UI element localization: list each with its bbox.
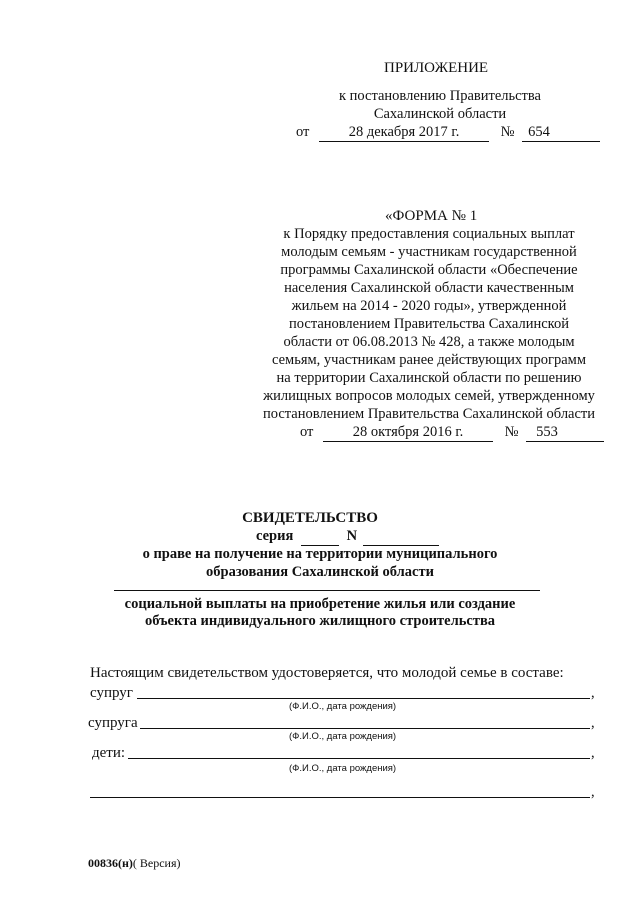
husband-hint: (Ф.И.О., дата рождения): [289, 701, 397, 712]
form-date-prefix: от: [300, 424, 314, 440]
municipality-blank-line[interactable]: [114, 590, 540, 591]
appendix-number: 654: [522, 124, 600, 142]
children-field[interactable]: [128, 758, 590, 759]
appendix-date-prefix: от: [296, 124, 310, 140]
form-line: молодым семьям - участникам государственной: [281, 244, 577, 260]
wife-comma: ,: [591, 715, 595, 731]
footer-code: 00836(н): [88, 856, 133, 870]
certificate-series-row: [256, 528, 439, 546]
wife-label: супруга: [88, 715, 138, 731]
number-label: N: [346, 528, 358, 544]
form-number: 553: [526, 424, 604, 442]
appendix-date: 28 декабря 2017 г.: [319, 124, 489, 142]
certificate-line-1: о праве на получение на территории муниципального: [142, 546, 498, 562]
appendix-date-row: [296, 124, 600, 142]
form-date: 28 октября 2016 г.: [323, 424, 493, 442]
form-line: населения Сахалинской области качественным: [284, 280, 574, 296]
children-hint: (Ф.И.О., дата рождения): [289, 763, 397, 774]
form-date-row: [300, 424, 604, 442]
appendix-title: ПРИЛОЖЕНИЕ: [384, 60, 489, 76]
appendix-number-prefix: №: [500, 124, 515, 140]
footer-version: ( Версия): [132, 856, 181, 870]
form-line: жильем на 2014 - 2020 годы», утвержденной: [291, 298, 567, 314]
extra-field[interactable]: [90, 797, 590, 798]
form-line: жилищных вопросов молодых семей, утвержденному: [263, 388, 595, 404]
form-number-prefix: №: [504, 424, 519, 440]
form-line: постановлением Правительства Сахалинской области: [262, 406, 596, 422]
form-line: области от 06.08.2013 № 428, а также молодым: [283, 334, 575, 350]
series-label: серия: [256, 528, 294, 544]
children-label: дети:: [92, 745, 126, 761]
certificate-title: СВИДЕТЕЛЬСТВО: [242, 510, 378, 526]
husband-field[interactable]: [137, 698, 590, 699]
children-comma: ,: [591, 745, 595, 761]
form-line: семьям, участникам ранее действующих программ: [271, 352, 587, 368]
form-line: к Порядку предоставления социальных выплат: [283, 226, 575, 242]
form-line: постановлением Правительства Сахалинской: [289, 316, 569, 332]
form-line: на территории Сахалинской области по решению: [276, 370, 582, 386]
appendix-line-1: к постановлению Правительства: [339, 88, 541, 104]
husband-comma: ,: [591, 685, 595, 701]
form-title: «ФОРМА № 1: [385, 208, 478, 224]
certificate-line-4: объекта индивидуального жилищного строительства: [144, 613, 496, 629]
footer: [88, 856, 181, 871]
appendix-line-2: Сахалинской области: [373, 106, 507, 122]
certificate-line-3: социальной выплаты на приобретение жилья или создание: [124, 596, 516, 612]
husband-label: супруг: [90, 685, 133, 701]
series-field[interactable]: [301, 528, 339, 546]
certificate-line-2: образования Сахалинской области: [206, 564, 434, 580]
wife-hint: (Ф.И.О., дата рождения): [289, 731, 397, 742]
wife-field[interactable]: [140, 728, 590, 729]
extra-comma: ,: [591, 784, 595, 800]
number-field[interactable]: [363, 528, 439, 546]
intro-text: Настоящим свидетельством удостоверяется, что молодой семье в составе:: [90, 665, 564, 681]
form-line: программы Сахалинской области «Обеспечение: [280, 262, 578, 278]
